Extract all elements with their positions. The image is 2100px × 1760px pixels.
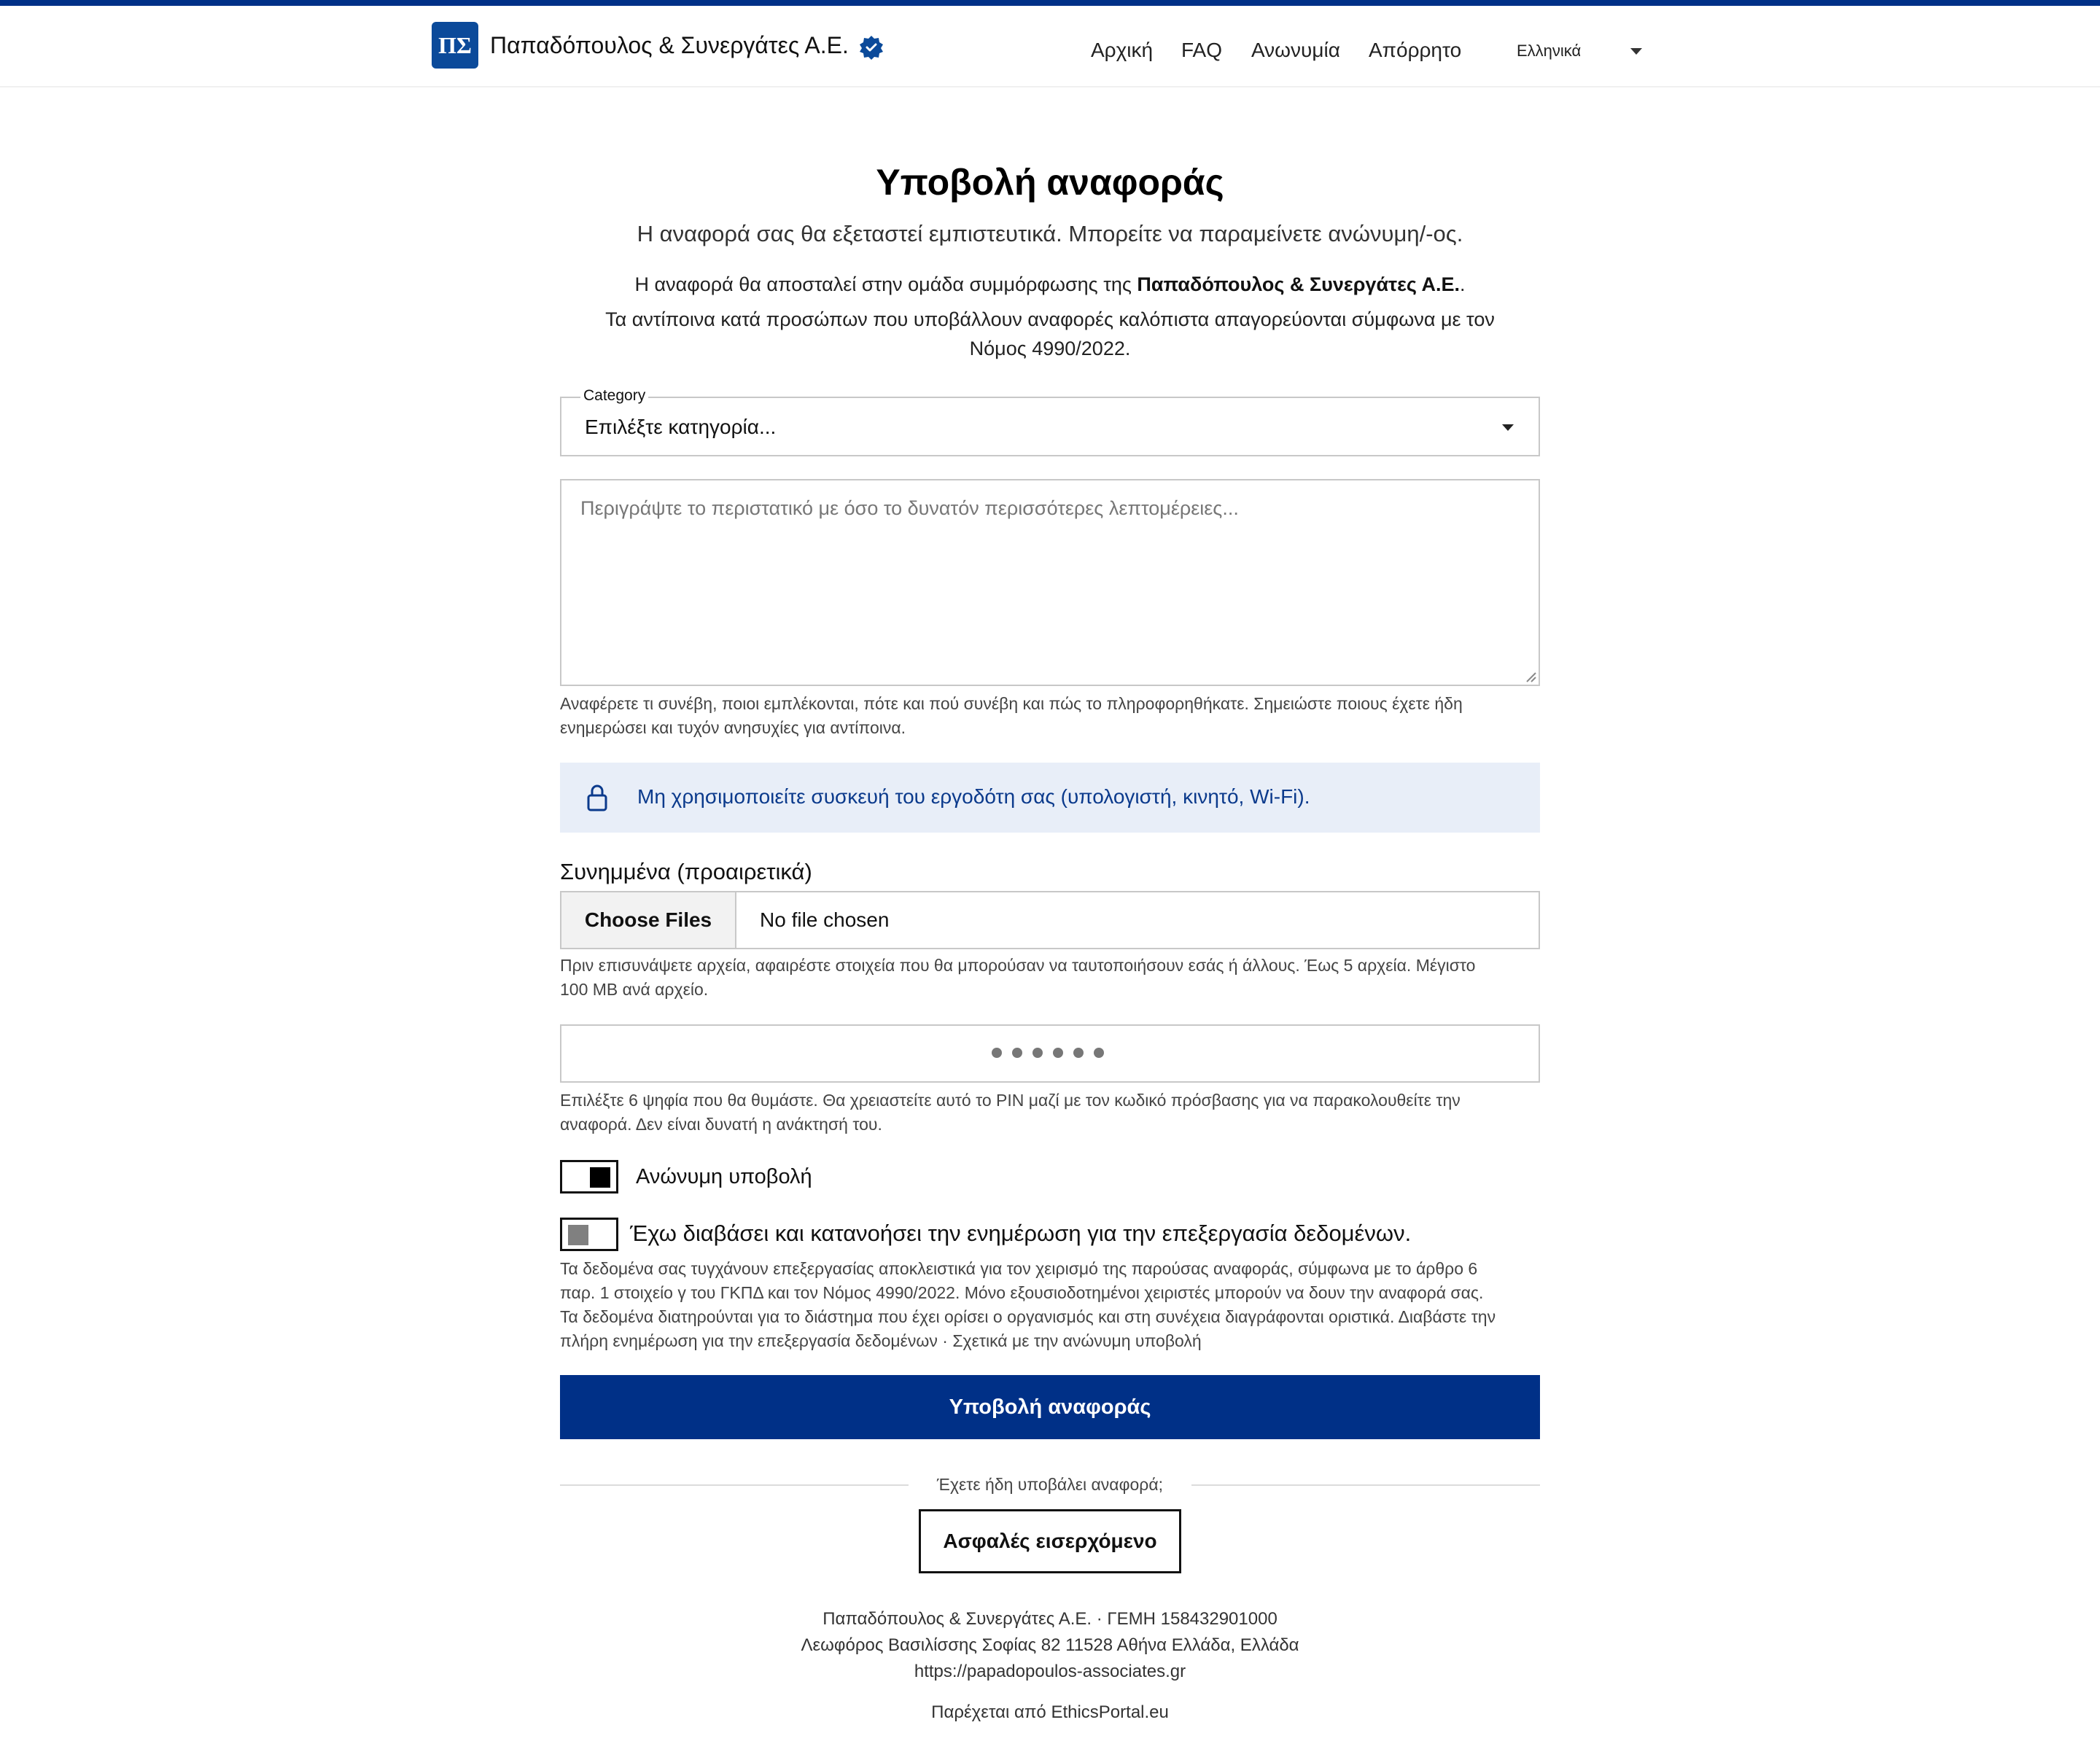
pin-help-line-1: Επιλέξτε 6 ψηφία που θα θυμάστε. Θα χρειαστείτε αυτό το PIN μαζί με τον κωδικό πρόσβασης για να παρακολουθείτε την <box>560 1091 1461 1110</box>
page-title: Υποβολή αναφοράς <box>876 162 1224 203</box>
pin-dot <box>1073 1048 1084 1058</box>
recipient-statement <box>0 270 2100 299</box>
category-select-value: Επιλέξτε κατηγορία... <box>585 416 777 438</box>
footer-website-link[interactable]: https://papadopoulos-associates.gr <box>914 1662 1186 1681</box>
nav-link-faq[interactable]: FAQ <box>1181 39 1223 61</box>
nav-link-anonymity[interactable]: Ανωνυμία <box>1251 39 1340 61</box>
consent-label: Έχω διαβάσει και κατανοήσει την ενημέρωση για την επεξεργασία δεδομένων. <box>630 1220 1412 1246</box>
attachments-help <box>560 954 1540 1002</box>
footer-company: Παπαδόπουλος & Συνεργάτες Α.Ε. · ΓΕΜΗ 158432901000 <box>822 1609 1278 1629</box>
pin-dot <box>1012 1048 1022 1058</box>
retaliation-notice-line-1: Τα αντίποινα κατά προσώπων που υποβάλλουν αναφορές καλόπιστα απαγορεύονται σύμφωνα με τον <box>605 308 1495 330</box>
company-name: Παπαδόπουλος & Συνεργάτες Α.Ε. <box>490 32 849 58</box>
chevron-down-icon <box>1502 424 1514 431</box>
attachments-label: Συνημμένα (προαιρετικά) <box>560 859 812 884</box>
toggle-knob <box>568 1225 588 1245</box>
secure-inbox-button[interactable]: Ασφαλές εισερχόμενο <box>919 1509 1181 1573</box>
description-help-line-2: ενημερώσει και τυχόν ανησυχίες για αντίποινα. <box>560 718 906 737</box>
privacy-line-3: Τα δεδομένα διατηρούνται για το διάστημα που έχει ορίσει ο οργανισμός και στη συνέχεια διαγράφονται οριστικά. Διαβάστε την <box>560 1307 1496 1326</box>
anonymous-toggle[interactable] <box>560 1160 618 1194</box>
description-textarea[interactable] <box>560 479 1540 686</box>
resize-handle-icon[interactable] <box>1524 670 1537 683</box>
category-label: Category <box>580 386 648 406</box>
consent-toggle[interactable] <box>560 1218 618 1251</box>
already-submitted-text: Έχετε ήδη υποβάλει αναφορά; <box>936 1475 1164 1494</box>
footer-provider: Παρέχεται από EthicsPortal.eu <box>931 1702 1169 1722</box>
pin-help-line-2: αναφορά. Δεν είναι δυνατή η ανάκτησή του. <box>560 1115 882 1134</box>
attachments-help-line-1: Πριν επισυνάψετε αρχεία, αφαιρέστε στοιχεία που θα μπορούσαν να ταυτοποιήσουν εσάς ή άλλους. Έως 5 αρχεία. Μέγιστο <box>560 956 1476 975</box>
pin-dot <box>1094 1048 1104 1058</box>
anonymous-info-link[interactable]: Σχετικά με την ανώνυμη υποβολή <box>952 1331 1202 1350</box>
chevron-down-icon <box>1630 48 1642 55</box>
pin-help <box>560 1089 1540 1137</box>
attachments-help-line-2: 100 MB ανά αρχείο. <box>560 980 709 999</box>
choose-files-button[interactable]: Choose Files <box>561 892 736 948</box>
privacy-line-2: παρ. 1 στοιχείο γ του ΓΚΠΔ και τον Νόμος 4990/2022. Μόνο εξουσιοδοτημένοι χειριστές μπορούν να δουν την αναφορά σας. <box>560 1283 1484 1302</box>
page-subtitle: Η αναφορά σας θα εξεταστεί εμπιστευτικά. Μπορείτε να παραμείνετε ανώνυμη/-ος. <box>637 221 1463 246</box>
site-header <box>0 6 2100 87</box>
recipient-suffix: . <box>1459 273 1466 295</box>
submit-report-button[interactable]: Υποβολή αναφοράς <box>560 1375 1540 1439</box>
verified-badge-icon <box>859 35 884 60</box>
privacy-line-1: Τα δεδομένα σας τυγχάνουν επεξεργασίας αποκλειστικά για τον χειρισμό της παρούσας αναφοράς, σύμφωνα με το άρθρο 6 <box>560 1259 1478 1278</box>
nav-link-home[interactable]: Αρχική <box>1091 39 1154 61</box>
description-help <box>560 692 1540 740</box>
pin-dot <box>1032 1048 1043 1058</box>
device-warning-text: Μη χρησιμοποιείτε συσκευή του εργοδότη σας (υπολογιστή, κινητό, Wi-Fi). <box>637 785 1310 808</box>
toggle-knob <box>590 1167 610 1188</box>
privacy-policy-link[interactable]: πλήρη ενημέρωση για την επεξεργασία δεδομένων <box>560 1331 938 1350</box>
privacy-line-4 <box>560 1329 1540 1353</box>
anonymous-label: Ανώνυμη υποβολή <box>636 1165 812 1188</box>
pin-placeholder-dots <box>992 1048 1114 1062</box>
pin-dot <box>1053 1048 1063 1058</box>
privacy-separator: · <box>937 1331 953 1350</box>
description-placeholder: Περιγράψτε το περιστατικό με όσο το δυνατόν περισσότερες λεπτομέρειες... <box>580 497 1239 519</box>
lock-icon <box>586 783 608 812</box>
company-logo[interactable]: ΠΣ <box>432 22 478 69</box>
pin-input[interactable] <box>560 1024 1540 1083</box>
file-input[interactable] <box>560 891 1540 949</box>
device-warning-notice <box>560 763 1540 833</box>
file-status: No file chosen <box>760 908 890 931</box>
recipient-company: Παπαδόπουλος & Συνεργάτες Α.Ε. <box>1137 273 1460 295</box>
pin-dot <box>992 1048 1002 1058</box>
privacy-notice <box>560 1257 1540 1353</box>
retaliation-notice-line-2: Νόμος 4990/2022. <box>969 338 1131 359</box>
category-select[interactable] <box>560 397 1540 456</box>
recipient-prefix: Η αναφορά θα αποσταλεί στην ομάδα συμμόρφωσης της <box>634 273 1138 295</box>
description-help-line-1: Αναφέρετε τι συνέβη, ποιοι εμπλέκονται, πότε και πού συνέβη και πώς το πληροφορηθήκατε. Σημειώστε ποιους έχετε ήδη <box>560 694 1463 713</box>
nav-link-privacy[interactable]: Απόρρητο <box>1369 39 1462 61</box>
language-select[interactable] <box>1505 35 1651 67</box>
footer-address: Λεωφόρος Βασιλίσσης Σοφίας 82 11528 Αθήνα Ελλάδα, Ελλάδα <box>801 1635 1299 1655</box>
brand-top-stripe <box>0 0 2100 6</box>
language-select-value: Ελληνικά <box>1517 42 1582 60</box>
